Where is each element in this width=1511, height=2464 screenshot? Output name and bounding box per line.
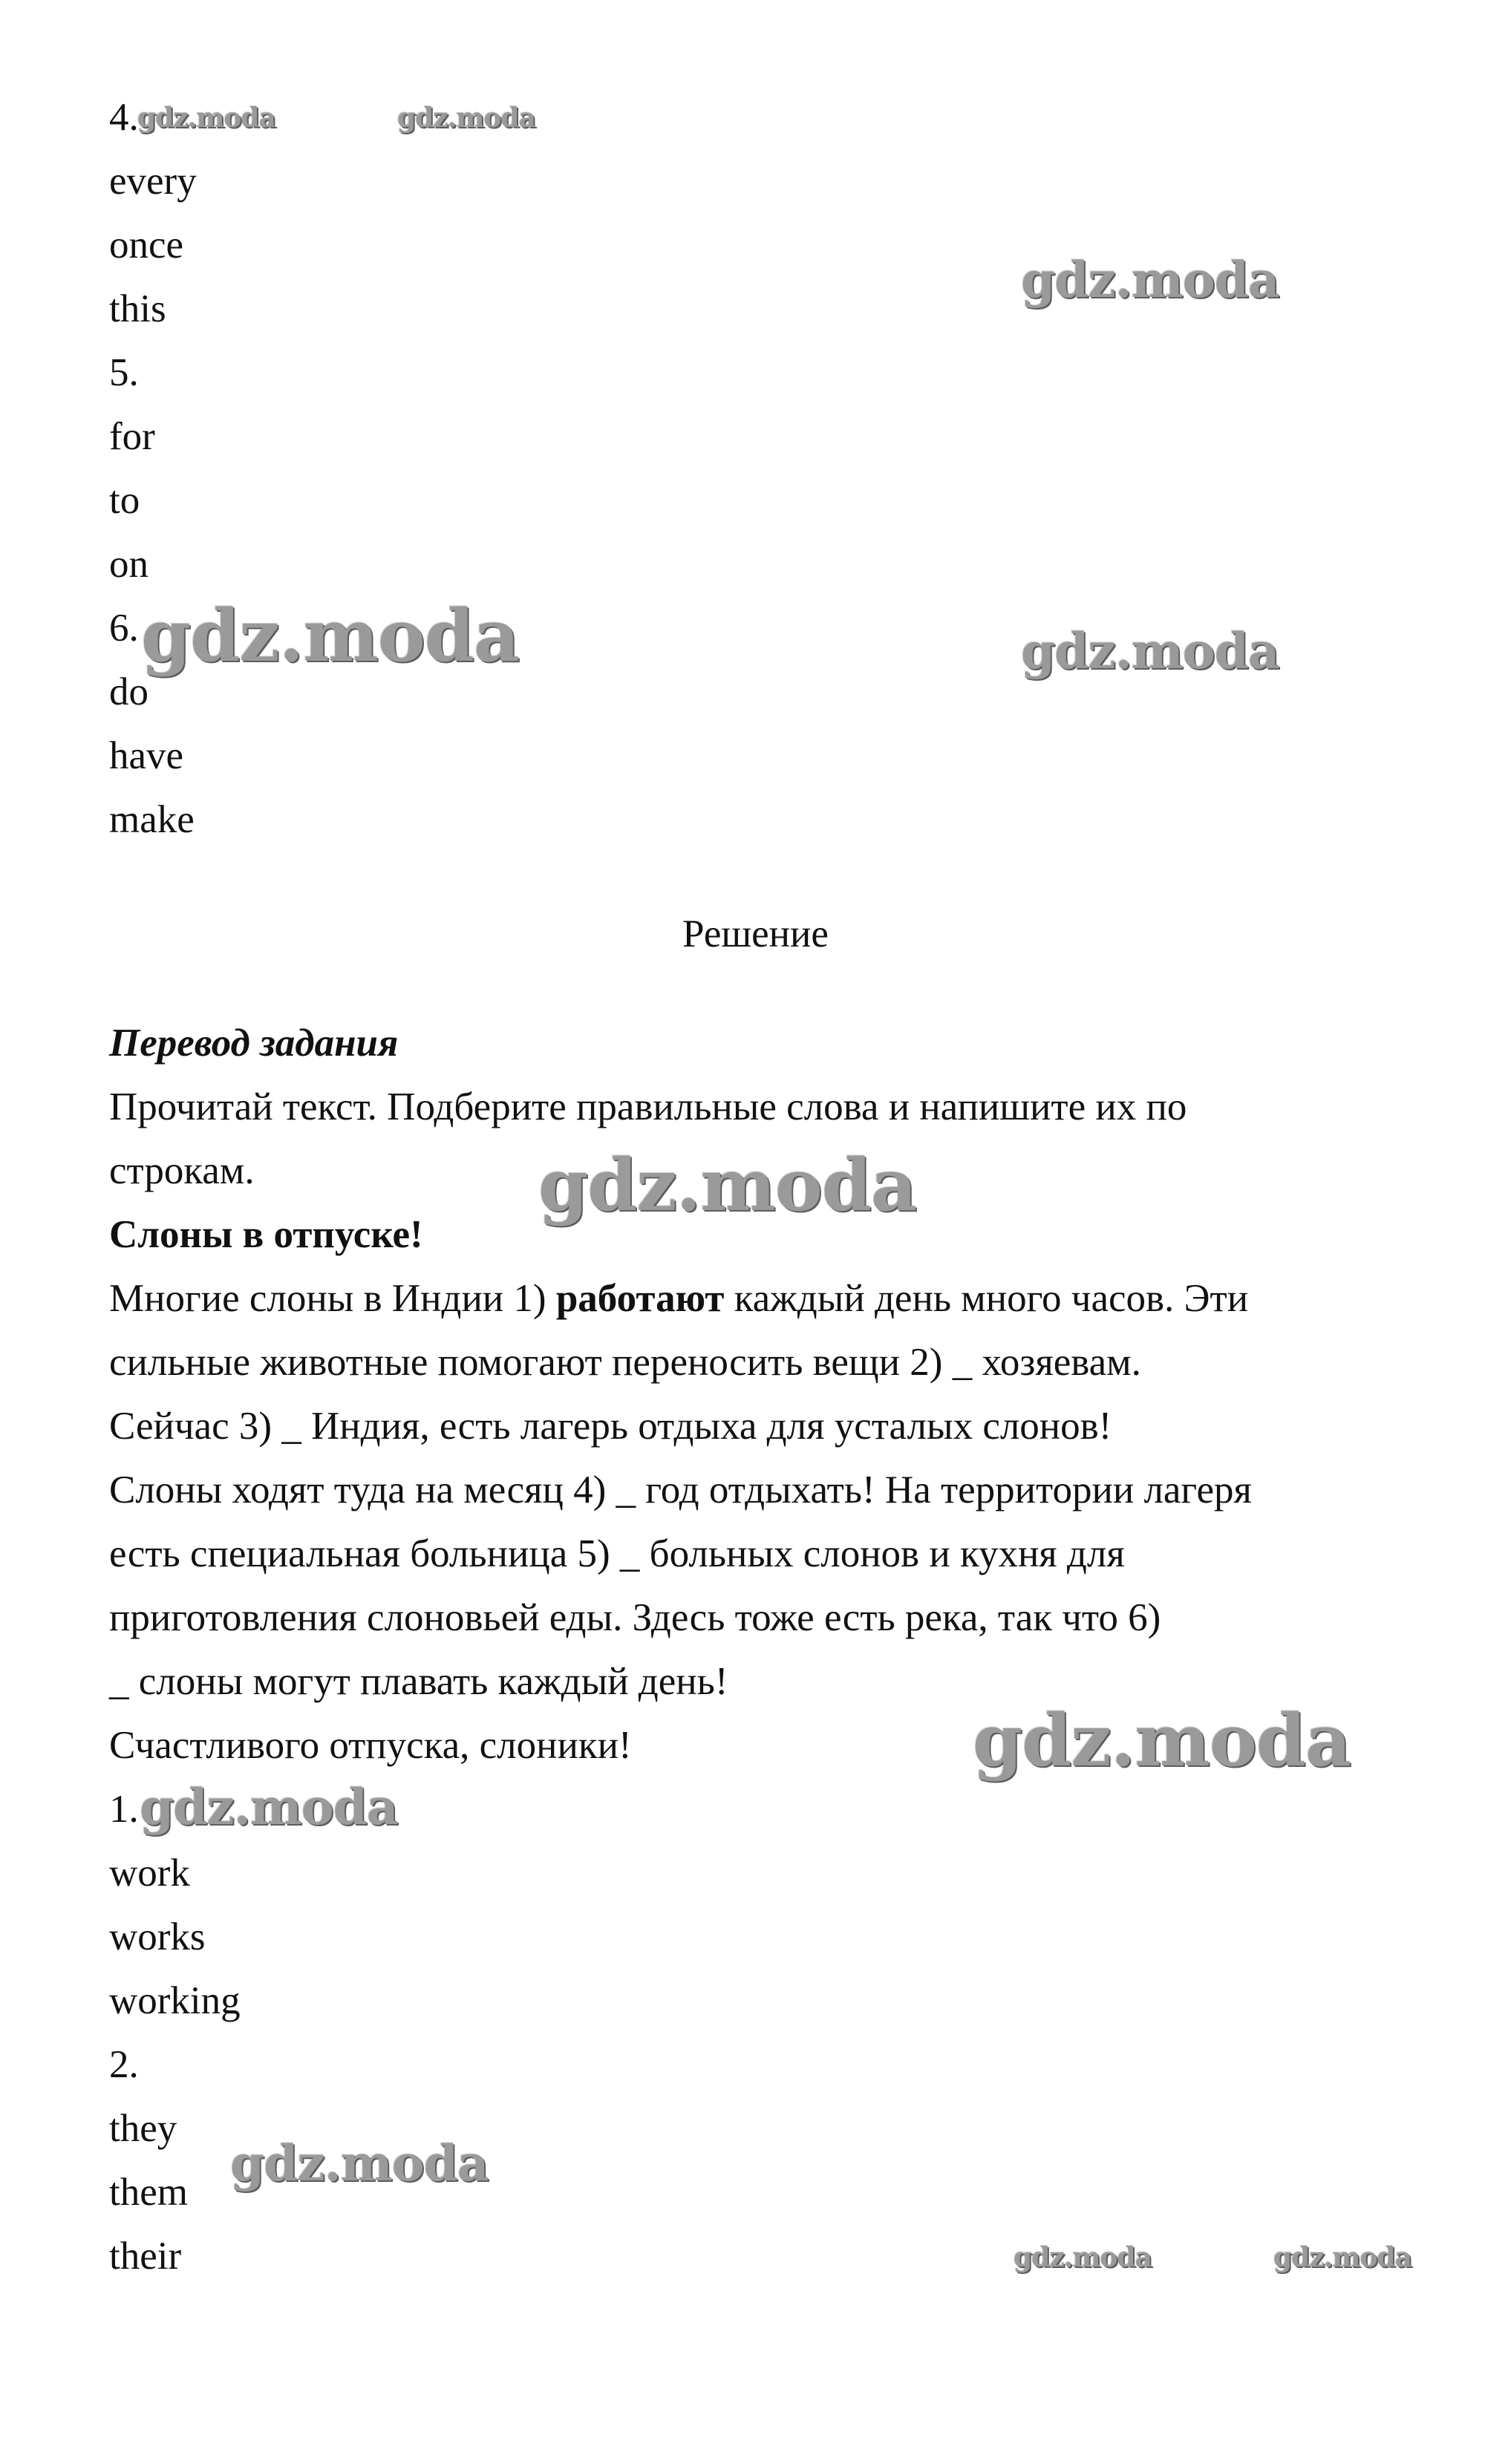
option-this: this — [109, 287, 166, 330]
option-their: their — [109, 2235, 182, 2278]
option-make: make — [109, 798, 195, 841]
option-once: once — [109, 223, 184, 267]
translation-heading: Перевод задания — [109, 1022, 399, 1065]
option-to: to — [109, 479, 140, 522]
story-line-4: Слоны ходят туда на месяц 4) _ год отдыхать! На территории лагеря — [109, 1468, 1252, 1512]
option-every: every — [109, 160, 197, 203]
watermark: gdz.moda — [1273, 2242, 1412, 2273]
watermark: gdz.moda — [137, 102, 275, 134]
watermark: gdz.moda — [397, 102, 535, 134]
story-line-3: Сейчас 3) _ Индия, есть лагерь отдыха для усталых слонов! — [109, 1405, 1112, 1448]
option-have: have — [109, 734, 184, 777]
watermark: gdz.moda — [973, 1699, 1351, 1782]
story-line-2: сильные животные помогают переносить вещи 2) _ хозяевам. — [109, 1341, 1141, 1384]
item-5-number: 5. — [109, 351, 139, 394]
item-4-number: 4. — [109, 96, 139, 139]
option-them: them — [109, 2171, 188, 2214]
option-work: work — [109, 1852, 190, 1895]
option-for: for — [109, 415, 155, 458]
story-line-1-end: каждый день много часов. Эти — [724, 1277, 1249, 1320]
option-they: they — [109, 2107, 177, 2150]
story-line-8: Счастливого отпуска, слоники! — [109, 1724, 632, 1767]
option-on: on — [109, 543, 149, 586]
story-line-5: есть специальная больница 5) _ больных слонов и кухня для — [109, 1532, 1125, 1575]
watermark: gdz.moda — [1021, 251, 1279, 309]
watermark: gdz.moda — [141, 594, 520, 678]
watermark: gdz.moda — [538, 1143, 917, 1227]
watermark: gdz.moda — [230, 2134, 489, 2192]
story-line-6: приготовления слоновьей еды. Здесь тоже есть река, так что 6) — [109, 1596, 1161, 1639]
instruction-line-2: строкам. — [109, 1149, 255, 1192]
watermark: gdz.moda — [1021, 622, 1279, 680]
story-title: Слоны в отпуске! — [109, 1213, 423, 1256]
option-works: works — [109, 1915, 206, 1958]
item-2-number: 2. — [109, 2043, 139, 2086]
story-line-1-start: Многие слоны в Индии 1) — [109, 1277, 556, 1320]
option-do: do — [109, 670, 149, 713]
option-working: working — [109, 1979, 241, 2022]
watermark: gdz.moda — [1014, 2242, 1152, 2273]
story-line-1 — [109, 1276, 1248, 1321]
watermark: gdz.moda — [140, 1778, 398, 1836]
solution-heading: Решение — [682, 912, 829, 955]
item-1-number: 1. — [109, 1788, 139, 1831]
story-bold-word: работают — [555, 1277, 725, 1320]
item-6-number: 6. — [109, 607, 139, 650]
instruction-line-1: Прочитай текст. Подберите правильные слова и напишите их по — [109, 1085, 1187, 1128]
story-line-7: _ слоны могут плавать каждый день! — [109, 1660, 728, 1703]
